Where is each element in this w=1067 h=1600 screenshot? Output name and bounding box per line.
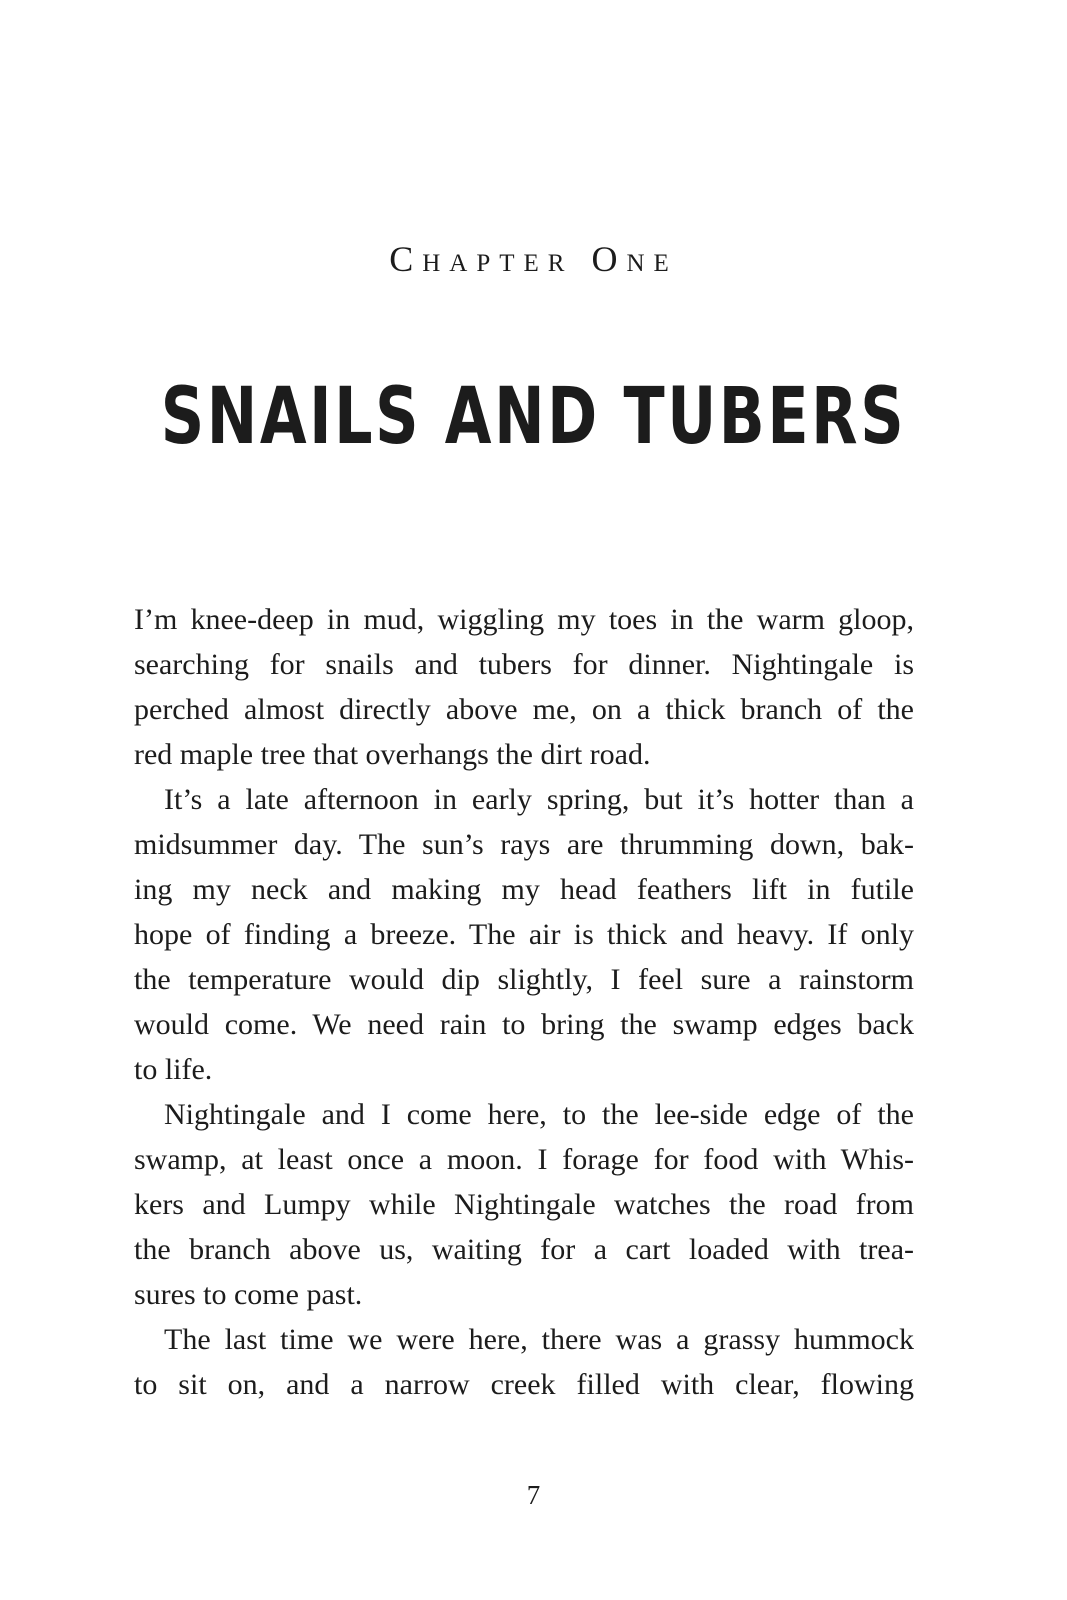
text-line: the temperature would dip slightly, I feel sure a rainstorm xyxy=(134,963,914,996)
body-text xyxy=(134,597,914,1407)
text-line: kers and Lumpy while Nightingale watches the road from xyxy=(134,1188,914,1221)
page-number: 7 xyxy=(526,1480,541,1510)
text-line: ing my neck and making my head feathers lift in futile xyxy=(134,873,914,906)
text-line: the branch above us, waiting for a cart loaded with trea- xyxy=(134,1233,914,1266)
text-line: I’m knee-deep in mud, wiggling my toes in the warm gloop, xyxy=(134,603,914,636)
text-line: midsummer day. The sun’s rays are thrumming down, bak- xyxy=(134,828,914,861)
text-line: sures to come past. xyxy=(134,1278,363,1311)
text-line: Nightingale and I come here, to the lee-side edge of the xyxy=(164,1098,914,1131)
chapter-label: Chapter One xyxy=(389,239,678,279)
text-line: to sit on, and a narrow creek filled with clear, flowing xyxy=(134,1368,914,1401)
chapter-title: SNAILS AND TUBERS xyxy=(160,372,907,462)
text-line: to life. xyxy=(134,1053,213,1086)
text-line: would come. We need rain to bring the swamp edges back xyxy=(134,1008,914,1041)
text-line: red maple tree that overhangs the dirt road. xyxy=(134,738,651,771)
text-line: perched almost directly above me, on a thick branch of the xyxy=(134,693,914,726)
text-line: It’s a late afternoon in early spring, but it’s hotter than a xyxy=(164,783,914,816)
text-line: searching for snails and tubers for dinner. Nightingale is xyxy=(134,648,914,681)
text-line: hope of finding a breeze. The air is thick and heavy. If only xyxy=(134,918,914,951)
text-line: swamp, at least once a moon. I forage for food with Whis- xyxy=(134,1143,914,1176)
text-line: The last time we were here, there was a grassy hummock xyxy=(164,1323,914,1356)
